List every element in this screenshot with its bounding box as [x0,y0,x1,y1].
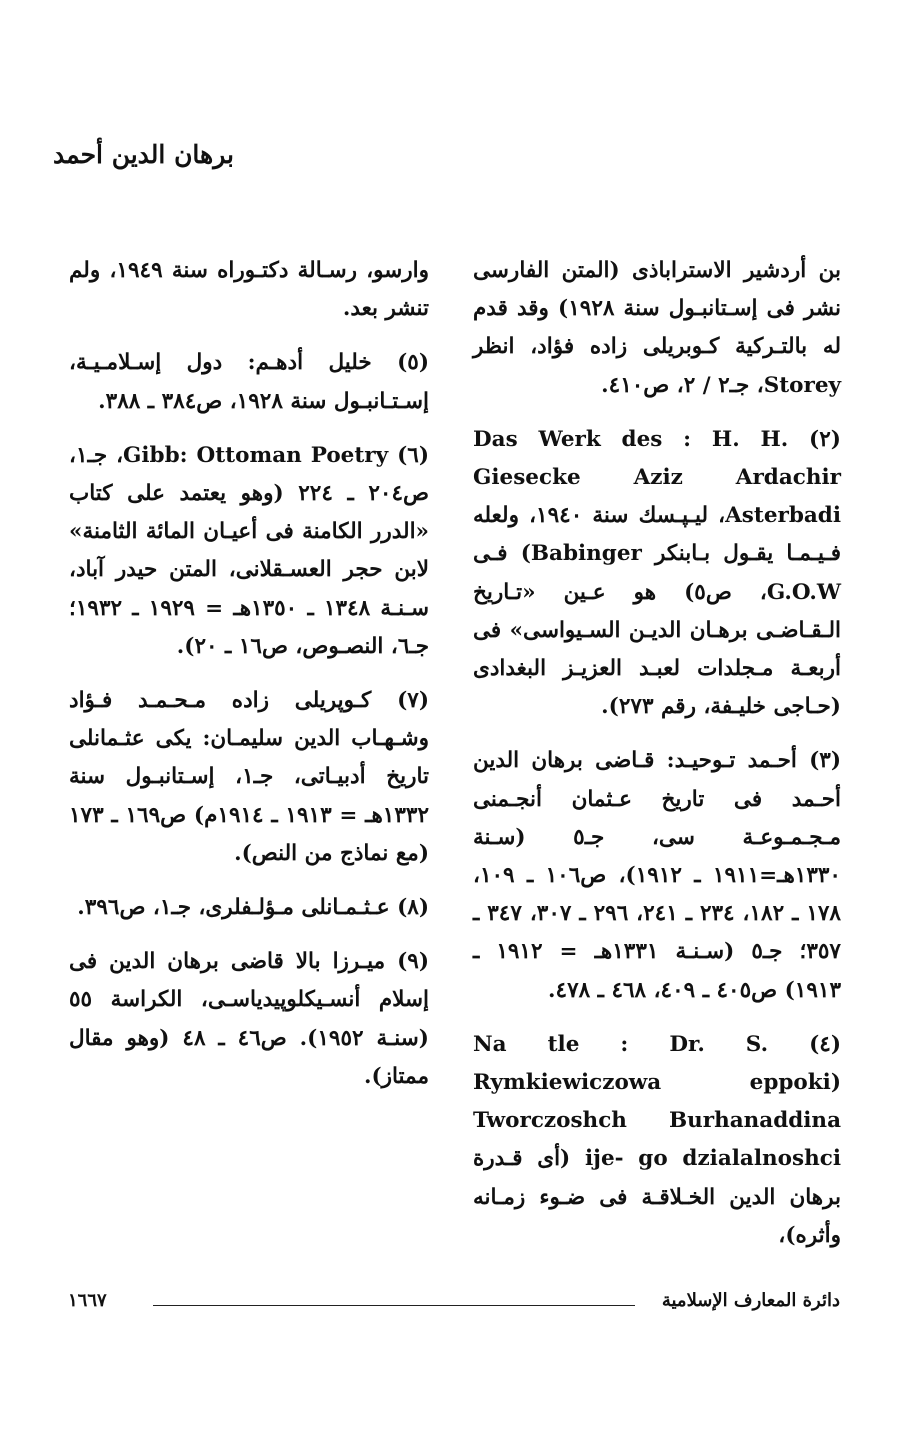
reference-paragraph: (٥) خليل أدهـم: دول إسـلامـيـة، إسـتـانبـول سنة ١٩٢٨، ص٣٨٤ ـ ٣٨٨. [69,350,429,414]
reference-paragraph: (٧) كـوپريلى زاده مـحـمـد فـؤاد وشـهـاب الدين سليمـان: يكى عثـمانلى تاريخ أدبيـاتى، جـ١، إسـتانبـول سنة ١٣٣٢هـ = ١٩١٣ ـ ١٩١٤م) ص١٦٩ ـ ١٧٣ (مع نماذج من النص). [69,688,429,866]
reference-paragraph: بن أردشير الاستراباذى (المتن الفارسى نشر فى إسـتانبـول سنة ١٩٢٨) وقد قدم له بالتـركية كـوبريلى زاده فؤاد، انظر Storey، جـ٢ / ٢، ص٤١٠. [473,258,841,398]
journal-title: دائرة المعارف الإسلامية [661,1290,840,1311]
reference-paragraph: (٨) عـثـمـانلى مـؤلـفلرى، جـ١، ص٣٩٦. [77,895,429,921]
reference-paragraph: وارسو، رسـالة دكتـوراه سنة ١٩٤٩، ولم تنشر بعد. [69,258,430,322]
page-footer [68,1290,840,1320]
page-number: ١٦٦٧ [68,1290,107,1311]
right-column [473,252,841,1271]
reference-paragraph: (٩) ميـرزا بالا قاضى برهان الدين فى إسلام أنسـيكلوپيدياسـى، الكراسة ٥٥ (سنـة ١٩٥٢). ص٤٦ ـ ٤٨ (وهو مقال ممتاز). [69,949,429,1089]
reference-paragraph: (٣) أحـمد تـوحيـد: قـاضى برهان الدين أحـمد فى تاريخ عـثمان أنجـمنى مـجـمـوعـة سى، جـ٥ (سـنة ١٣٣٠هـ=١٩١١ ـ ١٩١٢)، ص١٠٦ ـ ١٠٩، ١٧٨ ـ ١٨٢، ٢٣٤ ـ ٢٤١، ٢٩٦ ـ ٣٠٧، ٣٤٧ ـ ٣٥٧؛ جـ٥ (سـنـة ١٣٣١هـ = ١٩١٢ ـ ١٩١٣) ص٤٠٥ ـ ٤٠٩، ٤٦٨ ـ ٤٧٨. [473,748,841,1003]
running-header: برهان الدين أحمد [53,140,234,169]
reference-paragraph: (٤) Na tle : Dr. S. Rymkiewiczowa eppoki) Tworczoshch Burhanaddina ije- go dzialalnoshci (أى قـدرة برهان الدين الخـلاقـة فى ضـوء زمـانه وأثره)، [473,1031,841,1248]
footer-rule [153,1305,635,1306]
left-column [69,252,429,1112]
reference-paragraph: (٦) Gibb: Ottoman Poetry، جـ١، ص٢٠٤ ـ ٢٢٤ (وهو يعتمد على كتاب «الدرر الكامنة فى أعيـان المائة الثامنة» لابن حجر العسـقلانى، المتن حيدر آباد، سـنـة ١٣٤٨ ـ ١٣٥٠هـ = ١٩٢٩ ـ ١٩٣٢؛ جـ٦، النصـوص، ص١٦ ـ ٢٠). [69,442,429,659]
reference-paragraph: (٢) Das Werk des : H. H. Giesecke Aziz Ardachir Asterbadi، ليـپـسك سنة ١٩٤٠، ولعله فـيـمـا يقـول بـابنكر Babinger) فـى G.O.W، ص٥) هو عـين «تـاريخ الـقـاضـى برهـان الديـن السـيواسى» فى أربعـة مـجلدات لعبـد العزيـز البغدادى (حـاجى خليـفة، رقم ٢٧٣). [473,426,842,720]
